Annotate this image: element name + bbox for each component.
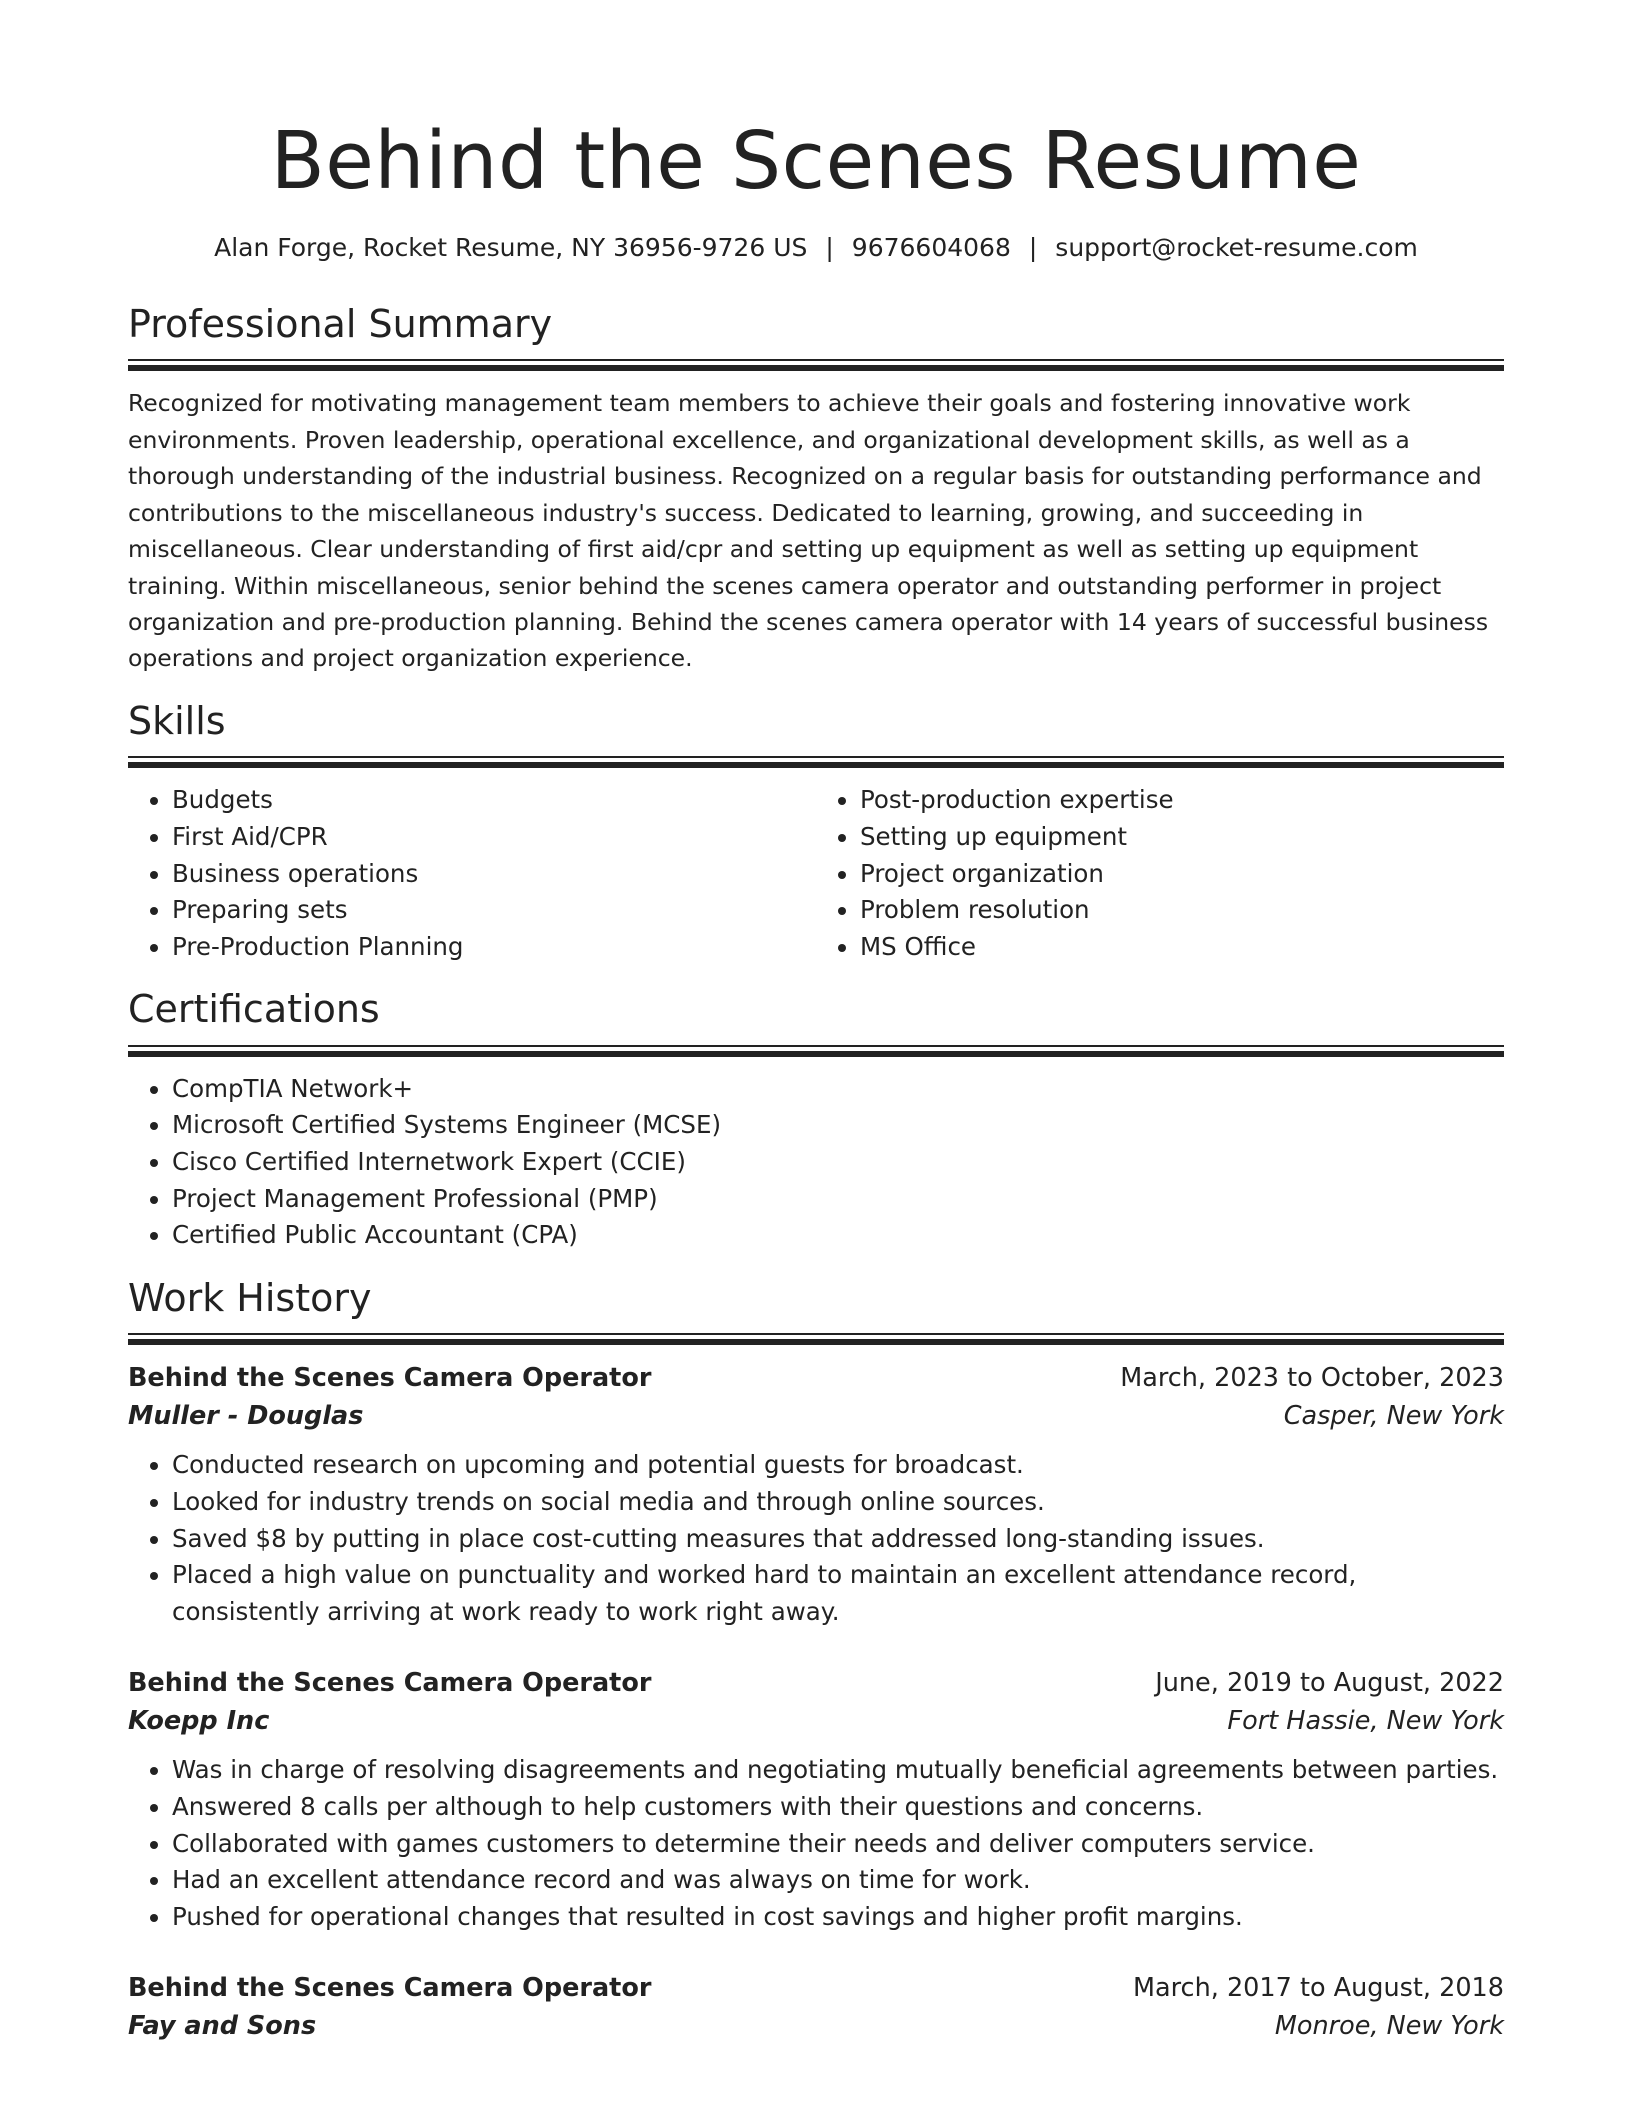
- skill-item: • Post-production expertise: [860, 782, 1504, 819]
- section-divider: [128, 359, 1504, 371]
- job-title-row: [128, 1359, 1504, 1397]
- contact-separator: |: [1028, 232, 1038, 262]
- section-divider: [128, 1045, 1504, 1057]
- summary-heading: Professional Summary: [128, 301, 553, 346]
- summary-section: [128, 302, 1504, 677]
- skill-item: • Business operations: [172, 856, 816, 893]
- job-duty: • Had an excellent attendance record and was always on time for work.: [172, 1862, 1504, 1899]
- job-company: Muller - Douglas: [128, 1401, 364, 1432]
- skill-item: • Pre-Production Planning: [172, 929, 816, 966]
- job-dates: March, 2023 to October, 2023: [1120, 1363, 1504, 1394]
- job-entry: [128, 1969, 1504, 2045]
- job-location: Casper, New York: [1283, 1401, 1504, 1432]
- job-duty: • Collaborated with games customers to determine their needs and deliver computers service.: [172, 1826, 1504, 1863]
- skill-item: • Problem resolution: [860, 892, 1504, 929]
- job-title-row: [128, 1969, 1504, 2007]
- skill-item: • MS Office: [860, 929, 1504, 966]
- resume-title: Behind the Scenes Resume: [270, 115, 1362, 207]
- skill-item: • Budgets: [172, 782, 816, 819]
- summary-text: Recognized for motivating management team members to achieve their goals and fostering innovative work environments. Proven leadership, operational excellence, and organizational development skills, as well as a thorough understanding of the industrial business. Recognized on a regular basis for outstanding performance and contributions to the miscellaneous industry's success. Dedicated to learning, growing, and succeeding in miscellaneous. Clear understanding of first aid/cpr and setting up equipment as well as setting up equipment training. Within miscellaneous, senior behind the scenes camera operator and outstanding performer in project organization and pre-production planning. Behind the scenes camera operator with 14 years of successful business operations and project organization experience.: [128, 389, 1489, 673]
- job-duty: • Answered 8 calls per although to help customers with their questions and concerns.: [172, 1789, 1504, 1826]
- certification-item: • CompTIA Network+: [172, 1071, 1504, 1108]
- job-entry: [128, 1359, 1504, 1630]
- job-duty: • Pushed for operational changes that resulted in cost savings and higher profit margins.: [172, 1899, 1504, 1936]
- certifications-list: [128, 1071, 1504, 1254]
- skills-list-left: [128, 782, 816, 965]
- job-duty: • Conducted research on upcoming and potential guests for broadcast.: [172, 1447, 1504, 1484]
- contact-phone: 9676604068: [851, 232, 1011, 262]
- job-company-row: [128, 2007, 1504, 2045]
- work-history-heading: Work History: [128, 1275, 372, 1320]
- job-company-row: [128, 1397, 1504, 1435]
- contact-separator: |: [825, 232, 834, 262]
- job-duty: • Placed a high value on punctuality and worked hard to maintain an excellent attendance record, consistently arriving at work ready to work right away.: [172, 1557, 1504, 1630]
- certification-item: • Certified Public Accountant (CPA): [172, 1217, 1504, 1254]
- certification-item: • Microsoft Certified Systems Engineer (MCSE): [172, 1107, 1504, 1144]
- job-duties-list: [128, 1447, 1504, 1630]
- skill-item: • Preparing sets: [172, 892, 816, 929]
- section-divider: [128, 1333, 1504, 1345]
- certifications-section: [128, 987, 1504, 1254]
- section-divider: [128, 756, 1504, 768]
- work-history-section: [128, 1276, 1504, 2046]
- contact-address: Alan Forge, Rocket Resume, NY 36956-9726 US: [214, 232, 808, 262]
- job-duty: • Saved $8 by putting in place cost-cutting measures that addressed long-standing issues.: [172, 1521, 1504, 1558]
- skill-item: • Project organization: [860, 856, 1504, 893]
- skills-grid: [128, 768, 1504, 965]
- job-dates: March, 2017 to August, 2018: [1133, 1973, 1504, 2004]
- job-company: Koepp Inc: [128, 1706, 270, 1737]
- skill-item: • First Aid/CPR: [172, 819, 816, 856]
- job-title-row: [128, 1664, 1504, 1702]
- skill-item: • Setting up equipment: [860, 819, 1504, 856]
- skills-list-right: [816, 782, 1504, 965]
- certifications-heading: Certifications: [128, 987, 380, 1032]
- job-title: Behind the Scenes Camera Operator: [128, 1973, 652, 2004]
- job-duty: • Looked for industry trends on social media and through online sources.: [172, 1484, 1504, 1521]
- job-entry: [128, 1664, 1504, 1935]
- job-company: Fay and Sons: [128, 2011, 317, 2042]
- skills-section: [128, 699, 1504, 966]
- certification-item: • Project Management Professional (PMP): [172, 1181, 1504, 1218]
- skills-heading: Skills: [128, 698, 226, 743]
- contact-line: [128, 233, 1504, 262]
- contact-email[interactable]: support@rocket-resume.com: [1055, 232, 1418, 262]
- job-company-row: [128, 1702, 1504, 1740]
- job-duties-list: [128, 1752, 1504, 1935]
- job-dates: June, 2019 to August, 2022: [1155, 1668, 1504, 1699]
- job-duty: • Was in charge of resolving disagreements and negotiating mutually beneficial agreements between parties.: [172, 1752, 1504, 1789]
- job-location: Fort Hassie, New York: [1227, 1706, 1504, 1737]
- job-location: Monroe, New York: [1274, 2011, 1504, 2042]
- job-title: Behind the Scenes Camera Operator: [128, 1363, 652, 1394]
- certification-item: • Cisco Certified Internetwork Expert (CCIE): [172, 1144, 1504, 1181]
- job-title: Behind the Scenes Camera Operator: [128, 1668, 652, 1699]
